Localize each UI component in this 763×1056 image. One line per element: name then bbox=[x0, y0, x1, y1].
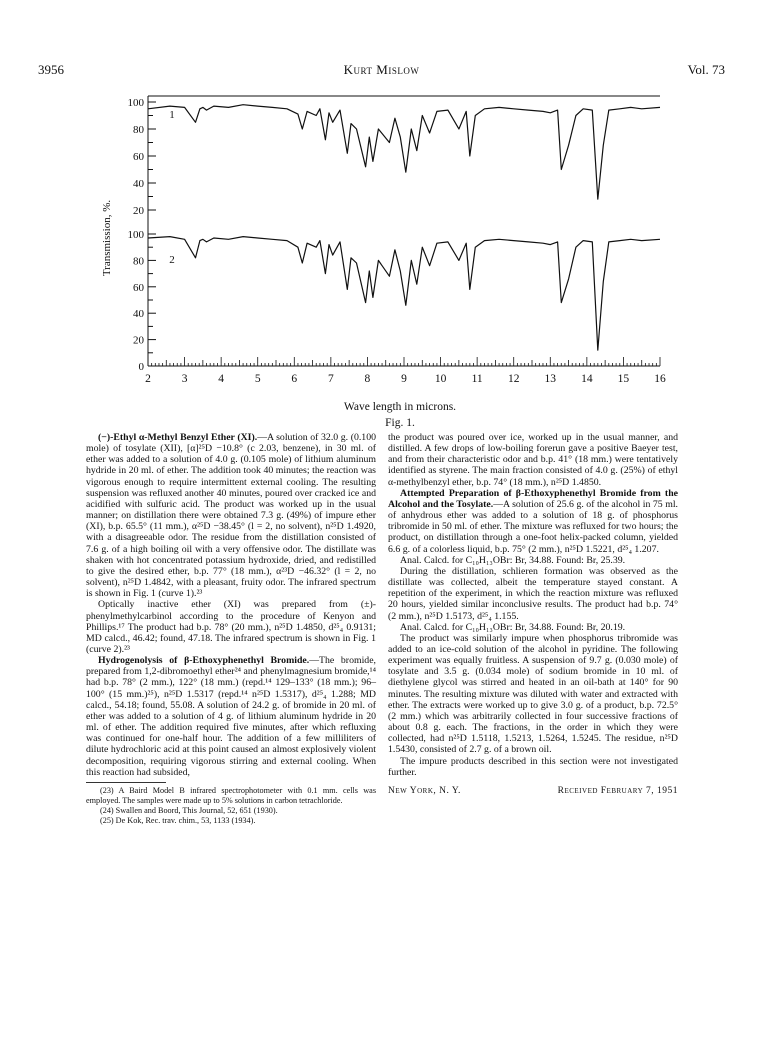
x-tick-label: 13 bbox=[544, 373, 557, 385]
x-tick-label: 9 bbox=[401, 373, 407, 385]
spectrum-curve-2 bbox=[148, 237, 660, 351]
curve-1-label: 1 bbox=[169, 109, 175, 122]
paragraph-text: —A solution of 25.6 g. of the alcohol in 75 ml. of anhydrous ether was added to a solution of 18 g. of phosphorus tribromide in 50 ml. of ether. The mixture was refluxed for two hours; the product, on distillation through a one-foot helix-packed column, yielded 6.6 g. of a colorless liquid, b.p. 75° (2 mm.), n²⁵D 1.5221, d²⁵₄ 1.207. bbox=[388, 498, 678, 555]
left-paragraph bbox=[86, 655, 376, 778]
volume-label: Vol. 73 bbox=[687, 62, 725, 77]
paragraph-heading: Attempted Preparation of β-Ethoxyphenethyl Bromide from the Alcohol and the Tosylate. bbox=[388, 487, 678, 510]
right-paragraph bbox=[388, 488, 678, 555]
x-tick-label: 6 bbox=[291, 373, 298, 385]
x-tick-label: 11 bbox=[471, 373, 483, 385]
x-tick-label: 10 bbox=[434, 373, 447, 385]
x-tick-label: 12 bbox=[507, 373, 520, 385]
y-tick-label: 80 bbox=[133, 124, 144, 136]
y-axis-label: Transmission, %. bbox=[101, 199, 113, 277]
paragraph-text: the product was poured over ice, worked up in the usual manner, and distilled. A few drops of low-boiling forerun gave a positive Baeyer test, and from their characteristic odor and b.p. 41° (18 mm.) were tentatively identified as styrene. The main fraction consisted of 4.0 g. (25%) of ethyl α-methylbenzyl ether, b.p. 74° (18 mm.), n²⁵D 1.4850. bbox=[388, 432, 678, 488]
y-tick-label: 0 bbox=[138, 361, 144, 373]
left-column bbox=[86, 432, 376, 827]
signature-received: Received February 7, 1951 bbox=[557, 785, 678, 796]
y-tick-label: 20 bbox=[133, 334, 144, 347]
paragraph-heading: (−)-Ethyl α-Methyl Benzyl Ether (XI). bbox=[98, 432, 258, 443]
x-tick-label: 2 bbox=[145, 373, 151, 385]
signature-place: New York, N. Y. bbox=[388, 785, 461, 796]
paragraph-text: —The bromide, prepared from 1,2-dibromoethyl ether²⁴ and phenylmagnesium bromide,¹⁴ had b.p. 78° (2 mm.), 122° (18 mm.) (repd.¹⁴ 129–133° (18 mm.); 96–100° (15 mm.)²⁵), n²⁵D 1.5317 (repd.¹⁴ n²⁵D 1.5317), d²⁵₄ 1.288; MD calcd., 54.18; found, 55.08. A solution of 24.2 g. of bromide in 20 ml. of ether was added to a solution of 4 g. of lithium aluminum hydride in 20 ml. of ether. The addition required five minutes, after which refluxing was continued for one-half hour. The addition of a few milliliters of dilute hydrochloric acid at this point caused an almost explosively violent decomposition, requiring vigorous stirring and external cooling. When this reaction had subsided, bbox=[86, 655, 377, 778]
ir-spectrum-figure bbox=[100, 88, 700, 408]
paragraph-text: —A solution of 32.0 g. (0.100 mole) of tosylate (XII), [α]²⁵D −10.8° (c 2.03, benzene), in 30 ml. of ether was added to a solution of 4.0 g. (0.105 mole) of lithium aluminum hydride in 20 ml. of ether. The addition took 40 minutes; the reaction was vigorous enough to require intermittent external cooling. The resulting suspension was refluxed another 40 minutes, poured over cracked ice and acidified with sulfuric acid. The product was worked up in the usual manner; on distillation there were obtained 7.3 g. (49%) of impure ether (XI), b.p. 65.5° (11 mm.), α²⁵D −38.45° (l = 2, no solvent), n²⁵D 1.4920, with a disagreeable odor. The residue from the distillation consisted of 7.6 g. of a high boiling oil with a very offensive odor. The distillate was shaken with hot concentrated potassium hydroxide, dried, and redistilled to give the desired ether, b.p. 77° (18 mm.), α²³D −46.32° (l = 2, no solvent), n²⁵D 1.4842, with a pleasant, fruity odor. The infrared spectrum is shown in Fig. 1 (curve 1).²³ bbox=[86, 432, 376, 600]
left-paragraph bbox=[86, 599, 376, 655]
right-paragraph bbox=[388, 566, 678, 622]
x-tick-label: 3 bbox=[181, 373, 188, 385]
left-column-text bbox=[86, 432, 376, 778]
right-paragraph bbox=[388, 756, 678, 778]
running-head-author: Kurt Mislow bbox=[343, 62, 420, 77]
x-tick-label: 8 bbox=[364, 373, 371, 385]
y-tick-label: 60 bbox=[133, 281, 144, 294]
paragraph-text: The product was similarly impure when phosphorus tribromide was added to an ice-cold solution of the alcohol in pyridine. The following experiment was equally fruitless. A suspension of 9.7 g. (0.030 mole) of tosylate and 3.5 g. (0.034 mole) of sodium bromide in 10 ml. of diethylene glycol was stirred and heated in an oil-bath at 140° for 90 minutes. The resulting mixture was diluted with water and extracted with ether. The extracts were worked up to give 3.0 g. of a product, b.p. 72.5° (2 mm.) which was arbitrarily collected in four successive fractions of about 0.8 g. each. The fractions, in the order in which they were collected, had n²⁵D 1.5118, 1.5213, 1.5264, 1.5245. The residue, n²⁵D 1.5430, consisted of 2.7 g. of a brown oil. bbox=[388, 632, 678, 756]
y-tick-label: 100 bbox=[127, 229, 144, 241]
x-tick-label: 16 bbox=[654, 373, 666, 385]
spectrum-curve-1 bbox=[148, 105, 660, 200]
footnote-24: (24) Swallen and Boord, This Journal, 52, 651 (1930). bbox=[100, 806, 278, 816]
signature-line bbox=[388, 786, 678, 797]
right-paragraph bbox=[388, 622, 678, 633]
paragraph-text: Optically inactive ether (XI) was prepared from (±)-phenylmethylcarbinol according to the procedure of Kenyon and Phillips.¹⁷ The product had b.p. 78° (20 mm.), n²⁵D 1.4850, d²⁵₄ 0.9131; MD calcd., 46.42; found, 47.18. The infrared spectrum is shown in Fig. 1 (curve 2).²³ bbox=[86, 599, 376, 655]
y-tick-label: 40 bbox=[133, 308, 144, 321]
page-number: 3956 bbox=[38, 62, 64, 77]
y-tick-label: 60 bbox=[133, 151, 144, 163]
curve-2-label: 2 bbox=[169, 254, 175, 267]
right-column-text bbox=[388, 432, 678, 778]
x-tick-label: 5 bbox=[254, 373, 261, 385]
y-tick-label: 100 bbox=[127, 97, 144, 109]
right-paragraph bbox=[388, 555, 678, 566]
y-tick-label: 40 bbox=[133, 178, 144, 190]
x-tick-label: 14 bbox=[581, 373, 593, 385]
figure-caption: Fig. 1. bbox=[385, 417, 415, 429]
paragraph-text: The impure products described in this section were not investigated further. bbox=[388, 755, 678, 778]
y-tick-label: 80 bbox=[133, 255, 144, 268]
left-paragraph bbox=[86, 432, 376, 599]
paragraph-text: Anal. Calcd. for C₁₀H₁₃OBr: Br, 34.88. Found: Br, 25.39. bbox=[400, 554, 626, 566]
figure-x-axis-label: Wave length in microns. bbox=[343, 401, 457, 413]
right-paragraph bbox=[388, 432, 678, 488]
footnote-25: (25) De Kok, Rec. trav. chim., 53, 1133 (1934). bbox=[100, 816, 256, 826]
paragraph-heading: Hydrogenolysis of β-Ethoxyphenethyl Bromide. bbox=[98, 655, 310, 667]
paragraph-text: During the distillation, schlieren formation was observed as the distillate was collected, albeit the temperature stayed constant. A repetition of the experiment, in which the reaction mixture was refluxed 20 hours, yielded similar inconclusive results. The product had b.p. 74° (2 mm.), n²⁵D 1.5173, d²⁵₄ 1.155. bbox=[388, 565, 678, 622]
footnotes bbox=[86, 786, 376, 827]
x-tick-label: 4 bbox=[218, 373, 225, 385]
right-paragraph bbox=[388, 633, 678, 756]
footnote-rule bbox=[86, 782, 166, 783]
x-tick-label: 7 bbox=[327, 373, 334, 385]
x-tick-label: 15 bbox=[617, 373, 630, 385]
paragraph-text: Anal. Calcd. for C₁₀H₁₃OBr: Br, 34.88. Found: Br, 20.19. bbox=[400, 621, 626, 633]
y-tick-label: 20 bbox=[133, 205, 144, 217]
footnote-23: (23) A Baird Model B infrared spectrophotometer with 0.1 mm. cells was employed. The samples were made up to 5% solutions in carbon tetrachloride. bbox=[86, 785, 376, 806]
right-column bbox=[388, 432, 678, 797]
